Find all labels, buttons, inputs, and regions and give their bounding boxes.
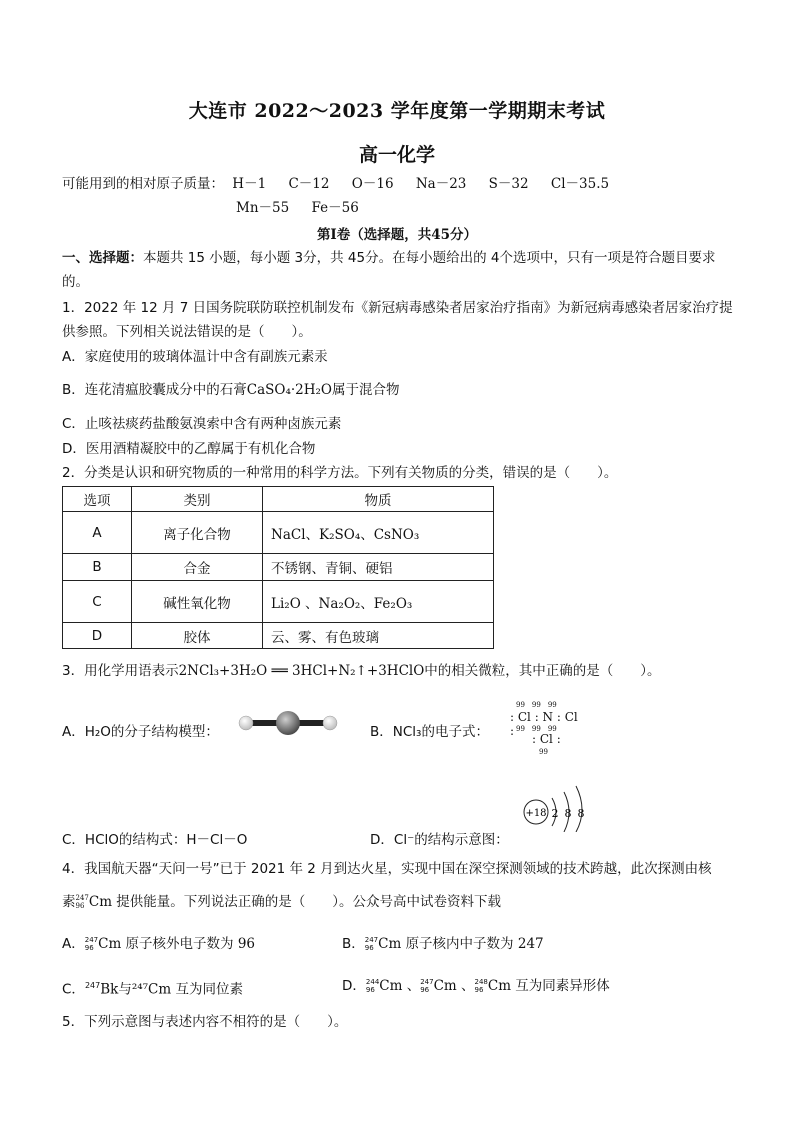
q3-stem: 3．用化学用语表示2NCl₃+3H₂O ══ 3HCl+N₂↑+3HClO中的相关微粒，其中正确的是（ ）。 <box>62 663 661 679</box>
water-molecule-model <box>236 707 340 739</box>
classification-table <box>62 486 494 649</box>
q4-stem-line2: 素247 96 Cm 提供能量。下列说法正确的是（ ）。公众号高中试卷资料下载 <box>62 894 502 910</box>
q4-stem-line1: 4．我国航天器“天问一号”已于 2021 年 2 月到达火星，实现中国在深空探测领域的技术跨越，此次探测由核 <box>62 861 712 877</box>
section-header: 第Ⅰ卷（选择题，共45分） <box>316 227 478 243</box>
q1-option-b: B．连花清瘟胶囊成分中的石膏CaSO₄·2H₂O属于混合物 <box>62 382 400 398</box>
shell-count: 8 <box>564 807 572 820</box>
table-row: D 胶体 云、雾、有色玻璃 <box>63 623 494 649</box>
ncl3-electron-formula: 99 99 99 : Cl : N : Cl : 99 99 99 : Cl : 99 <box>510 701 578 756</box>
atomic-masses-line1: 可能用到的相对原子质量： H－1 C－12 O－16 Na－23 S－32 Cl－35.5 <box>62 176 610 192</box>
q4-option-d: D．244 96 Cm 、247 96 Cm 、248 96 Cm 互为同素异形体 <box>342 978 610 994</box>
header-option: 选项 <box>63 487 132 512</box>
q3-option-b: B．NCl₃的电子式： <box>370 724 489 740</box>
hydrogen-atom <box>323 716 337 730</box>
shell-count: 8 <box>577 807 585 820</box>
q4-option-c: C．$^{247}$Bk与²⁴⁷Cm 互为同位素 <box>62 981 243 998</box>
q3-option-c: C．HClO的结构式：H－Cl－O <box>62 832 248 848</box>
q1-option-a: A．家庭使用的玻璃体温计中含有副族元素汞 <box>62 349 328 365</box>
shell-count: 2 <box>551 807 559 820</box>
table-header-row <box>63 487 494 512</box>
subject-title: 高一化学 <box>358 144 435 166</box>
oxygen-atom <box>276 711 300 735</box>
part1-instructions: 一、选择题：本题共 15 小题，每小题 3分，共 45分。在每小题给出的 4个选项中，只有一项是符合题目要求的。 <box>62 250 716 290</box>
chloride-ion-structure-diagram <box>520 780 598 832</box>
nuclide-notation: 247 96 <box>75 894 89 910</box>
q1-option-d: D．医用酒精凝胶中的乙醇属于有机化合物 <box>62 441 316 457</box>
table-row: B 合金 不锈钢、青铜、硬铝 <box>63 554 494 581</box>
q3-option-d: D．Cl⁻的结构示意图： <box>370 832 509 848</box>
table-row: C 碱性氧化物 Li₂O 、Na₂O₂、Fe₂O₃ <box>63 581 494 623</box>
q4-option-a: A．247 96 Cm 原子核外电子数为 96 <box>62 936 256 952</box>
q3-option-a: A．H₂O的分子结构模型： <box>62 724 219 740</box>
atomic-masses-line2: Mn－55 Fe－56 <box>236 200 359 216</box>
q1-stem: 1．2022 年 12 月 7 日国务院联防联控机制发布《新冠病毒感染者居家治疗指南》为新冠病毒感染者居家治疗提供参照。下列相关说法错误的是（ ）。 <box>62 300 733 340</box>
exam-title: 大连市 2022～2023 学年度第一学期期末考试 <box>188 100 606 122</box>
hydrogen-atom <box>239 716 253 730</box>
atomic-masses-label: 可能用到的相对原子质量： <box>62 176 224 192</box>
table-row: A 离子化合物 NaCl、K₂SO₄、CsNO₃ <box>63 512 494 554</box>
q5-stem: 5．下列示意图与表述内容不相符的是（ ）。 <box>62 1014 348 1030</box>
q4-option-b: B．247 96 Cm 原子核内中子数为 247 <box>342 936 544 952</box>
header-category: 类别 <box>132 487 263 512</box>
q2-stem: 2．分类是认识和研究物质的一种常用的科学方法。下列有关物质的分类，错误的是（ ）。 <box>62 465 618 481</box>
nucleus-charge: +18 <box>525 808 547 819</box>
q1-option-c: C．止咳祛痰药盐酸氨溴索中含有两种卤族元素 <box>62 416 342 432</box>
header-substance: 物质 <box>263 487 494 512</box>
